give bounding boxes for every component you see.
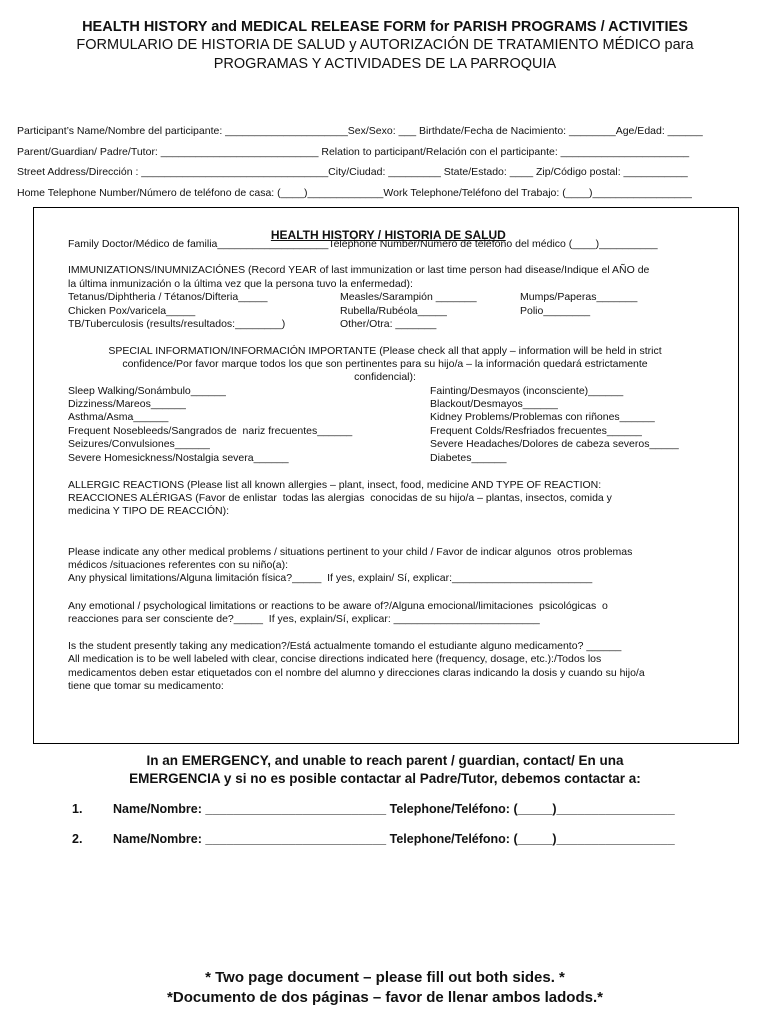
allergy-text-3[interactable]: medicina Y TIPO DE REACCIÓN): (68, 505, 230, 517)
special-info-text-2: confidence/Por favor marque todos los que son pertinentes para su hijo/a – la información quedará estrictamente (122, 358, 648, 370)
allergy-text-2: REACCIONES ALÉRIGAS (Favor de enlistar todas las alergias conocidas de su hijo/a – plantas, insectos, comida y (68, 492, 612, 504)
condition-item[interactable]: Diabetes______ (430, 452, 507, 464)
emergency-contact-2-field[interactable]: Name/Nombre: __________________________ Telephone/Teléfono: (_____)_________________ (113, 832, 675, 846)
tb-field[interactable]: TB/Tuberculosis (results/resultados:________) (68, 318, 286, 330)
parent-guardian-line[interactable]: Parent/Guardian/ Padre/Tutor: ___________________________ Relation to participant/Relación con el participante: ______________________ (17, 146, 690, 158)
form-title: HEALTH HISTORY and MEDICAL RELEASE FORM for PARISH PROGRAMS / ACTIVITIES (82, 19, 688, 35)
footer-note-spanish: *Documento de dos páginas – favor de llenar ambos ladods.* (167, 989, 603, 1006)
condition-item[interactable]: Asthma/Asma______ (68, 411, 169, 423)
allergy-text-1: ALLERGIC REACTIONS (Please list all known allergies – plant, insect, food, medicine AND TYPE OF REACTION: (68, 479, 602, 491)
telephone-line[interactable]: Home Telephone Number/Número de teléfono de casa: (____)_____________Work Telephone/Teléfono del Trabajo: (____)_________________ (17, 187, 692, 199)
emotional-limitations-field[interactable]: reacciones para ser consciente de?_____ If yes, explain/Sí, explicar: _________________________ (68, 613, 540, 625)
family-doctor-line[interactable]: Family Doctor/Médico de familia___________________Telephone Number/Número de teléfono del médico (____)__________ (68, 238, 658, 250)
participant-name-line[interactable]: Participant’s Name/Nombre del participante: _____________________Sex/Sexo: ___ Birthdate/Fecha de Nacimiento: ________Age/Edad: ______ (17, 125, 703, 137)
emotional-text-1: Any emotional / psychological limitations or reactions to be aware of?/Alguna emocional/limitaciones psicológicas o (68, 600, 608, 612)
medication-text-4[interactable]: tiene que tomar su medicamento: (68, 680, 224, 692)
condition-item[interactable]: Frequent Colds/Resfriados frecuentes______ (430, 425, 642, 437)
condition-item[interactable]: Kidney Problems/Problemas con riñones______ (430, 411, 655, 423)
chickenpox-field[interactable]: Chicken Pox/varicela_____ (68, 305, 196, 317)
form-title-spanish-line-1: FORMULARIO DE HISTORIA DE SALUD y AUTORIZACIÓN DE TRATAMIENTO MÉDICO para (76, 37, 694, 53)
immunizations-text-1: IMMUNIZATIONS/INUMNIZACIÓNES (Record YEAR of last immunization or last time person had disease/Indique el AÑO de (68, 264, 650, 276)
emergency-heading-2: EMERGENCIA y si no es posible contactar al Padre/Tutor, debemos contactar a: (129, 771, 641, 786)
polio-field[interactable]: Polio________ (520, 305, 591, 317)
form-title-spanish-line-2: PROGRAMAS Y ACTIVIDADES DE LA PARROQUIA (213, 56, 557, 72)
condition-item[interactable]: Sleep Walking/Sonámbulo______ (68, 385, 226, 397)
measles-field[interactable]: Measles/Sarampión _______ (340, 291, 477, 303)
other-problems-text-2: médicos /situaciones referentes con su niño(a): (68, 559, 289, 571)
footer-note-english: * Two page document – please fill out both sides. * (205, 969, 565, 986)
physical-limitations-field[interactable]: Any physical limitations/Alguna limitación física?_____ If yes, explain/ Sí, explicar:________________________ (68, 572, 593, 584)
medication-text-2: All medication is to be well labeled with clear, concise directions indicated here (frequency, dosage, etc.):/Todos los (68, 653, 602, 665)
special-info-text-3: confidencial): (354, 371, 416, 383)
condition-item[interactable]: Severe Headaches/Dolores de cabeza severos_____ (430, 438, 679, 450)
other-problems-text-1: Please indicate any other medical problems / situations pertinent to your child / Favor de indicar algunos otros problemas (68, 546, 633, 558)
condition-item[interactable]: Severe Homesickness/Nostalgia severa______ (68, 452, 289, 464)
emergency-heading-1: In an EMERGENCY, and unable to reach parent / guardian, contact/ En una (146, 753, 624, 768)
contact-number: 2. (72, 832, 83, 846)
address-line[interactable]: Street Address/Dirección : ________________________________City/Ciudad: _________ State/Estado: ____ Zip/Código postal: ___________ (17, 166, 688, 178)
health-history-heading: HEALTH HISTORY / HISTORIA DE SALUD (270, 228, 506, 242)
medication-text-3: medicamentos deben estar etiquetados con el nombre del alumno y direcciones claras indicando la dosis y cuando su hijo/a (68, 667, 645, 679)
medication-question-field[interactable]: Is the student presently taking any medication?/Está actualmente tomando el estudiante alguno medicamento? ______ (68, 640, 622, 652)
condition-item[interactable]: Blackout/Desmayos______ (430, 398, 558, 410)
special-info-text-1: SPECIAL INFORMATION/INFORMACIÓN IMPORTANTE (Please check all that apply – information will be held in strict (108, 345, 662, 357)
condition-item[interactable]: Seizures/Convulsiones______ (68, 438, 210, 450)
condition-item[interactable]: Fainting/Desmayos (inconsciente)______ (430, 385, 624, 397)
immunizations-text-2: la última inmunización o la última vez que la persona tuvo la enfermedad): (68, 278, 413, 290)
other-immunization-field[interactable]: Other/Otra: _______ (340, 318, 437, 330)
emergency-contact-1-field[interactable]: Name/Nombre: __________________________ Telephone/Teléfono: (_____)_________________ (113, 802, 675, 816)
rubella-field[interactable]: Rubella/Rubéola_____ (340, 305, 447, 317)
contact-number: 1. (72, 802, 83, 816)
tetanus-field[interactable]: Tetanus/Diphtheria / Tétanos/Difteria_____ (68, 291, 268, 303)
mumps-field[interactable]: Mumps/Paperas_______ (520, 291, 638, 303)
condition-item[interactable]: Frequent Nosebleeds/Sangrados de nariz frecuentes______ (68, 425, 353, 437)
condition-item[interactable]: Dizziness/Mareos______ (68, 398, 186, 410)
